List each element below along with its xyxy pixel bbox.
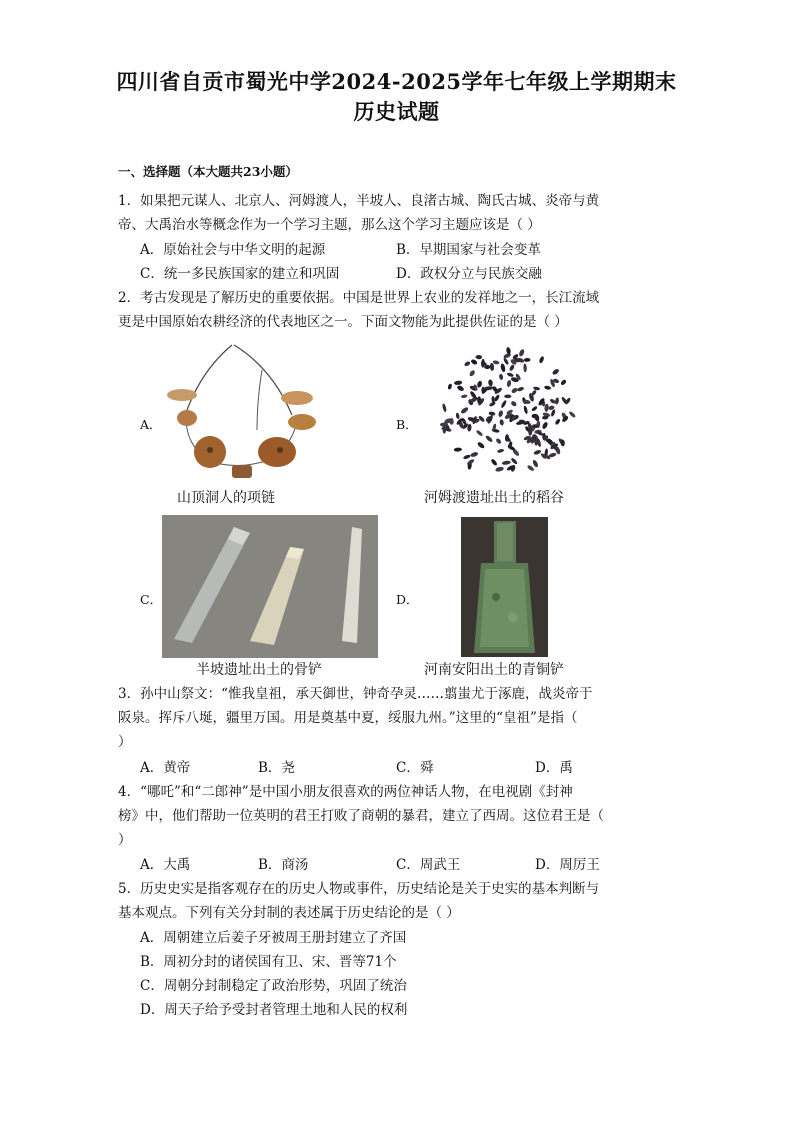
caption-necklace: 山顶洞人的项链 bbox=[177, 490, 275, 506]
rice-grain bbox=[477, 380, 483, 388]
rice-grain bbox=[491, 428, 500, 433]
caption-rice: 河姆渡遗址出土的稻谷 bbox=[424, 490, 564, 506]
question-5-option-b: B．周初分封的诸侯国有卫、宋、晋等71个 bbox=[140, 954, 397, 970]
question-2-line-1: 2．考古发现是了解历史的重要依据。中国是世界上农业的发祥地之一，长江流域 bbox=[118, 290, 600, 306]
bronze-shovel-image bbox=[461, 517, 548, 657]
rice-grain bbox=[456, 385, 464, 392]
rice-grain bbox=[541, 421, 548, 430]
rice-grain bbox=[463, 454, 471, 460]
question-4-option-d: D．周厉王 bbox=[535, 857, 600, 873]
rice-grain bbox=[470, 451, 479, 457]
question-3-line-3: ） bbox=[118, 734, 132, 750]
rice-grain bbox=[498, 410, 504, 418]
question-3-option-b: B．尧 bbox=[258, 760, 295, 776]
rice-grain bbox=[511, 387, 519, 394]
question-5-option-c: C．周朝分封制稳定了政治形势，巩固了统治 bbox=[140, 978, 407, 994]
rice-grain bbox=[550, 409, 556, 417]
question-1-option-c: C．统一多民族国家的建立和巩固 bbox=[140, 266, 340, 282]
rice-grain bbox=[490, 458, 498, 466]
rice-grain bbox=[455, 412, 460, 419]
rice-grain bbox=[475, 355, 482, 360]
rice-grain bbox=[504, 395, 511, 399]
question-2-option-d: D． bbox=[396, 592, 419, 607]
rice-grain bbox=[441, 427, 449, 430]
question-1-line-2: 帝、大禹治水等概念作为一个学习主题，那么这个学习主题应该是（ ） bbox=[118, 217, 541, 233]
rice-grain bbox=[460, 406, 469, 414]
rice-grain bbox=[499, 419, 504, 426]
bone-shovel-image bbox=[162, 515, 378, 658]
caption-bronze-shovel: 河南安阳出土的青铜铲 bbox=[424, 662, 564, 678]
rice-grain bbox=[502, 460, 511, 465]
rice-grain bbox=[517, 386, 525, 392]
rice-grain bbox=[500, 363, 506, 373]
rice-grain bbox=[490, 363, 495, 371]
question-2-option-a: A． bbox=[140, 417, 162, 432]
rice-grain bbox=[555, 397, 560, 405]
question-1-line-1: 1．如果把元谋人、北京人、河姆渡人，半坡人、良渚古城、陶氏古城、炎帝与黄 bbox=[118, 193, 600, 209]
question-3-line-1: 3．孙中山祭文：“惟我皇祖，承天御世，钟奇孕灵……翦蚩尤于涿鹿，战炎帝于 bbox=[118, 686, 593, 702]
rice-grain bbox=[568, 411, 576, 419]
rice-grain bbox=[464, 360, 471, 367]
rice-grain bbox=[477, 441, 486, 449]
rice-grain bbox=[532, 459, 539, 468]
rice-grain bbox=[499, 374, 504, 381]
rice-grain bbox=[469, 369, 476, 377]
rice-grain bbox=[500, 400, 507, 409]
rice-grain bbox=[461, 394, 468, 398]
rice-grain bbox=[554, 418, 561, 425]
rice-grain bbox=[488, 411, 495, 416]
rice-grain bbox=[523, 405, 528, 414]
caption-bone-shovel: 半坡遗址出土的骨铲 bbox=[196, 662, 322, 678]
question-4-line-1: 4．“哪吒”和“二郎神”是中国小朋友很喜欢的两位神话人物，在电视剧《封神 bbox=[118, 784, 573, 800]
rice-grain bbox=[510, 457, 518, 465]
question-4-line-2: 榜》中，他们帮助一位英明的君王打败了商朝的暴君，建立了西周。这位君王是（ bbox=[118, 808, 604, 824]
rice-grain bbox=[454, 380, 463, 385]
question-5-line-2: 基本观点。下列有关分封制的表述属于历史结论的是（ ） bbox=[118, 905, 460, 921]
question-3-option-c: C．舜 bbox=[396, 760, 434, 776]
question-2-option-b: B． bbox=[396, 417, 418, 432]
rice-grain bbox=[544, 385, 551, 390]
rice-grain bbox=[510, 400, 517, 407]
rice-grain bbox=[506, 347, 512, 355]
section-heading: 一、选择题（本大题共23小题） bbox=[118, 164, 298, 179]
question-5-option-a: A．周朝建立后姜子牙被周王册封建立了齐国 bbox=[140, 930, 407, 946]
question-3-line-2: 阪泉。挥斥八埏，疆里万国。用是奠基中夏，绥服九州。”这里的“皇祖”是指（ bbox=[118, 710, 578, 726]
rice-grain bbox=[495, 438, 502, 445]
rice-grain bbox=[518, 348, 525, 357]
rice-grains-image bbox=[428, 343, 586, 483]
rice-grain bbox=[551, 368, 559, 376]
question-1-option-a: A．原始社会与中华文明的起源 bbox=[140, 242, 326, 258]
rice-grain bbox=[533, 449, 541, 455]
question-3-option-a: A．黄帝 bbox=[140, 760, 191, 776]
question-5-line-1: 5．历史史实是指客观存在的历史人物或事件，历史结论是关于史实的基本判断与 bbox=[118, 881, 600, 897]
rice-grain bbox=[485, 435, 494, 443]
rice-grain bbox=[447, 383, 452, 390]
rice-grain bbox=[531, 405, 538, 411]
question-4-option-c: C．周武王 bbox=[396, 857, 461, 873]
rice-grain bbox=[509, 364, 516, 372]
question-3-option-d: D．禹 bbox=[535, 760, 573, 776]
rice-grain bbox=[497, 448, 505, 453]
rice-grain bbox=[442, 403, 447, 412]
rice-grain bbox=[478, 415, 486, 423]
rice-grain bbox=[488, 379, 493, 386]
rice-grain bbox=[523, 363, 527, 372]
rice-grain bbox=[503, 357, 510, 365]
question-4-option-b: B．商汤 bbox=[258, 857, 309, 873]
rice-grain bbox=[470, 359, 478, 366]
page-title: 四川省自贡市蜀光中学2024-2025学年七年级上学期期末 bbox=[116, 69, 677, 94]
rice-grain bbox=[492, 360, 499, 365]
rice-grain bbox=[538, 356, 544, 364]
rice-grain bbox=[507, 372, 515, 378]
rice-grain bbox=[524, 358, 531, 362]
rice-grain bbox=[495, 466, 504, 472]
question-1-option-b: B．早期国家与社会变革 bbox=[396, 242, 541, 258]
question-1-option-d: D．政权分立与民族交融 bbox=[396, 266, 542, 282]
question-4-option-a: A．大禹 bbox=[140, 857, 191, 873]
page-subtitle: 历史试题 bbox=[353, 99, 440, 124]
necklace-image bbox=[162, 340, 332, 485]
rice-grain bbox=[527, 464, 535, 472]
rice-grain bbox=[454, 447, 462, 452]
rice-grain bbox=[533, 386, 540, 390]
question-5-option-d: D．周天子给予受封者管理土地和人民的权利 bbox=[140, 1002, 408, 1018]
question-4-line-3: ） bbox=[118, 832, 132, 848]
rice-grain bbox=[560, 379, 567, 386]
rice-grain bbox=[506, 380, 511, 388]
rice-grain bbox=[475, 429, 483, 436]
question-2-option-c: C． bbox=[140, 592, 163, 607]
question-2-line-2: 更是中国原始农耕经济的代表地区之一。下面文物能为此提供佐证的是（ ） bbox=[118, 314, 568, 330]
